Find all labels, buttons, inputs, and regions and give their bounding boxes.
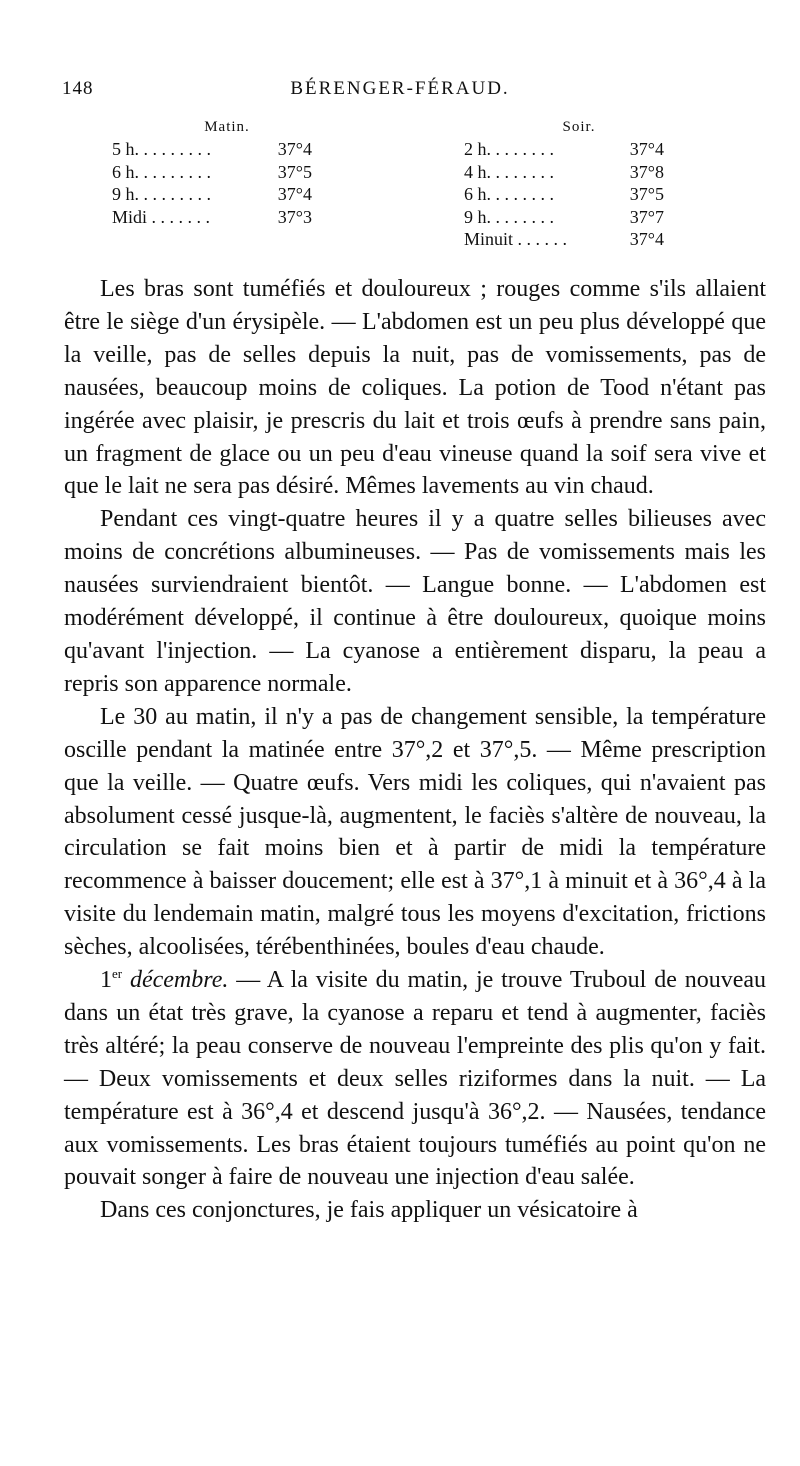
table-row <box>464 183 664 206</box>
date-ordinal: er <box>112 966 123 982</box>
time-label: 9 h. . . . . . . . . <box>112 184 211 204</box>
evening-column <box>464 116 664 251</box>
morning-heading: Matin. <box>204 119 250 135</box>
body-text <box>64 273 766 1227</box>
table-row <box>464 228 664 251</box>
running-title: BÉRENGER-FÉRAUD. <box>290 78 510 99</box>
paragraph: Le 30 au matin, il n'y a pas de changement sensible, la température oscille pendant la matinée entre 37°,2 et 37°,5. — Même prescription que la veille. — Quatre œufs. Vers midi les coliques, qui n'avaient pas absolument cessé jusque-là, augmentent, le faciès s'altère de nouveau, la circulation se fait moins bien et à partir de midi la température recommence à baisser doucement; elle est à 37°,1 à minuit et à 36°,4 à la visite du lendemain matin, malgré tous les moyens d'excitation, frictions sèches, alcoolisées, térébenthinées, boules d'eau chaude. <box>64 703 766 961</box>
temperature-value: 37°3 <box>277 206 312 227</box>
evening-heading: Soir. <box>562 119 596 135</box>
temperature-value: 37°4 <box>629 229 664 249</box>
time-label: Midi . . . . . . . <box>112 206 211 227</box>
date-month: décembre. <box>129 967 229 994</box>
time-label: 5 h. . . . . . . . . <box>112 139 211 159</box>
temperature-value: 37°7 <box>629 206 664 227</box>
temperature-value: 37°4 <box>277 139 312 159</box>
time-label: 6 h. . . . . . . . <box>464 184 554 204</box>
temperature-value: 37°4 <box>277 184 312 204</box>
temperature-value: 37°4 <box>629 139 664 159</box>
date-day: 1 <box>100 967 112 994</box>
table-row <box>464 161 664 184</box>
morning-column <box>112 116 312 228</box>
table-row <box>112 138 312 161</box>
december-text: — A la visite du matin, je trouve Truboul de nouveau dans un état très grave, la cyanose a reparu et tend à augmenter, faciès très altéré; la peau conserve de nouveau l'empreinte des plis qu'on y fait. — Deux vomissements et deux selles riziformes dans la nuit. — La température est à 36°,4 et descend jusqu'à 36°,2. — Nausées, tendance aux vomissements. Les bras étaient toujours tuméfiés au point qu'on ne pouvait songer à faire de nouveau une injection d'eau salée. <box>64 967 767 1191</box>
december-paragraph <box>64 964 766 1194</box>
time-label: Minuit . . . . . . <box>464 229 568 249</box>
table-row <box>112 161 312 184</box>
page-number: 148 <box>62 78 94 99</box>
table-row <box>464 138 664 161</box>
paragraph: Pendant ces vingt-quatre heures il y a quatre selles bilieuses avec moins de concrétions albumineuses. — Pas de vomissements mais les nausées surviendraient bientôt. — Langue bonne. — L'abdomen est modérément développé, il continue à être douloureux, quoique moins qu'avant l'injection. — La cyanose a entièrement disparu, la peau a repris son apparence normale. <box>64 506 766 697</box>
table-row <box>112 183 312 206</box>
time-label: 4 h. . . . . . . . <box>464 161 554 182</box>
temperature-value: 37°8 <box>629 161 664 182</box>
paragraph: Dans ces conjonctures, je fais appliquer un vésicatoire à <box>100 1197 638 1224</box>
table-row <box>464 206 664 229</box>
page-header <box>62 78 738 104</box>
table-row <box>112 206 312 229</box>
time-label: 9 h. . . . . . . . <box>464 206 554 227</box>
time-label: 6 h. . . . . . . . . <box>112 161 211 182</box>
temperature-value: 37°5 <box>629 184 664 204</box>
time-label: 2 h. . . . . . . . <box>464 139 554 159</box>
paragraph: Les bras sont tuméfiés et douloureux ; rouges comme s'ils allaient être le siège d'un érysipèle. — L'abdomen est un peu plus développé que la veille, pas de selles depuis la nuit, pas de vomissements, pas de nausées, beaucoup moins de coliques. La potion de Tood n'étant pas ingérée avec plaisir, je prescris du lait et trois œufs à prendre sans pain, un fragment de glace ou un peu d'eau vineuse quand la soif sera vive et que le lait ne sera pas désiré. Mêmes lavements au vin chaud. <box>64 276 766 500</box>
temperature-value: 37°5 <box>277 161 312 182</box>
